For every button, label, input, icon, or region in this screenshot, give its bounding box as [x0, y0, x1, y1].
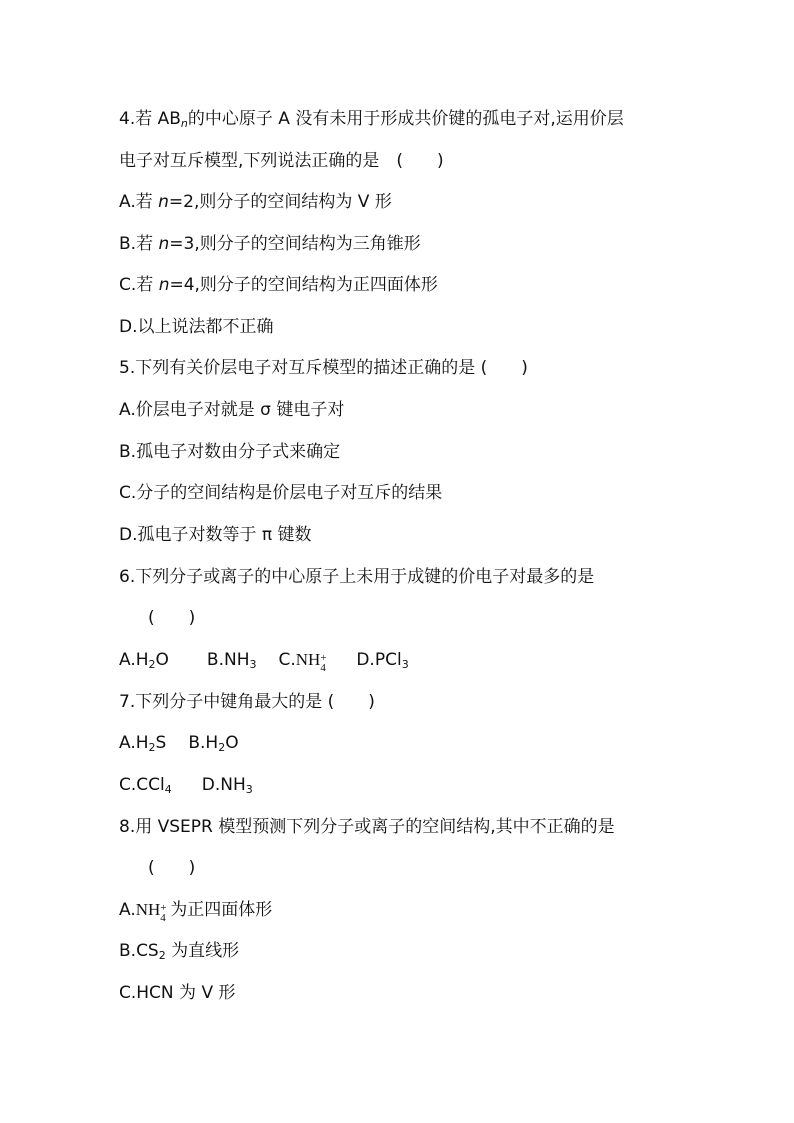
q4-stem-line1: 4.若 $AB_n$的中心原子 A 没有未用于形成共价键的孤电子对,运用价层: [119, 109, 624, 130]
q6-option-a: $A.H_2O$: [119, 650, 169, 671]
q7-options-row1: [119, 731, 239, 755]
q6-options-row: [119, 648, 409, 672]
q8-stem: 8.用 VSEPR 模型预测下列分子或离子的空间结构,其中不正确的是: [119, 817, 615, 837]
q7-option-a: $A.H_2S$: [119, 733, 167, 754]
q4-option-a: A.若 n=2,则分子的空间结构为 V 形: [119, 192, 392, 212]
q4-option-c: C.若 n=4,则分子的空间结构为正四面体形: [119, 275, 438, 295]
q4-option-d: D.以上说法都不正确: [119, 317, 274, 337]
q8-option-a: A.NH + 4 为正四面体形: [119, 900, 273, 924]
q8-option-c: C.HCN 为 V 形: [119, 983, 236, 1003]
q7-stem: 7.下列分子中键角最大的是 ( ): [119, 692, 375, 712]
q6-option-b: $B.NH_3$: [206, 650, 257, 671]
q4-option-b: B.若 n=3,则分子的空间结构为三角锥形: [119, 234, 421, 254]
q8-answer-paren: ( ): [148, 858, 196, 878]
q6-option-c: C.NH + 4: [278, 650, 327, 674]
q6-answer-paren: ( ): [148, 608, 196, 628]
q7-options-row2: [119, 773, 253, 797]
q5-option-b: B.孤电子对数由分子式来确定: [119, 442, 341, 462]
q7-option-b: $B.H_2O$: [188, 733, 239, 754]
q4-stem-line2: 电子对互斥模型,下列说法正确的是 ( ): [119, 151, 444, 171]
q6-option-d: D.PCl$_3$: [356, 650, 409, 671]
q8-option-b: $B.CS_2$ 为直线形: [119, 941, 240, 962]
q5-option-d: D.孤电子对数等于 π 键数: [119, 525, 312, 545]
q5-option-a: A.价层电子对就是 σ 键电子对: [119, 400, 345, 420]
q7-option-d: $D.NH_3$: [201, 775, 253, 796]
q6-stem: 6.下列分子或离子的中心原子上未用于成键的价电子对最多的是: [119, 567, 595, 587]
q5-stem: 5.下列有关价层电子对互斥模型的描述正确的是 ( ): [119, 358, 528, 378]
q5-option-c: C.分子的空间结构是价层电子对互斥的结果: [119, 483, 443, 503]
q7-option-c: C.CCl$_4$: [119, 775, 172, 796]
